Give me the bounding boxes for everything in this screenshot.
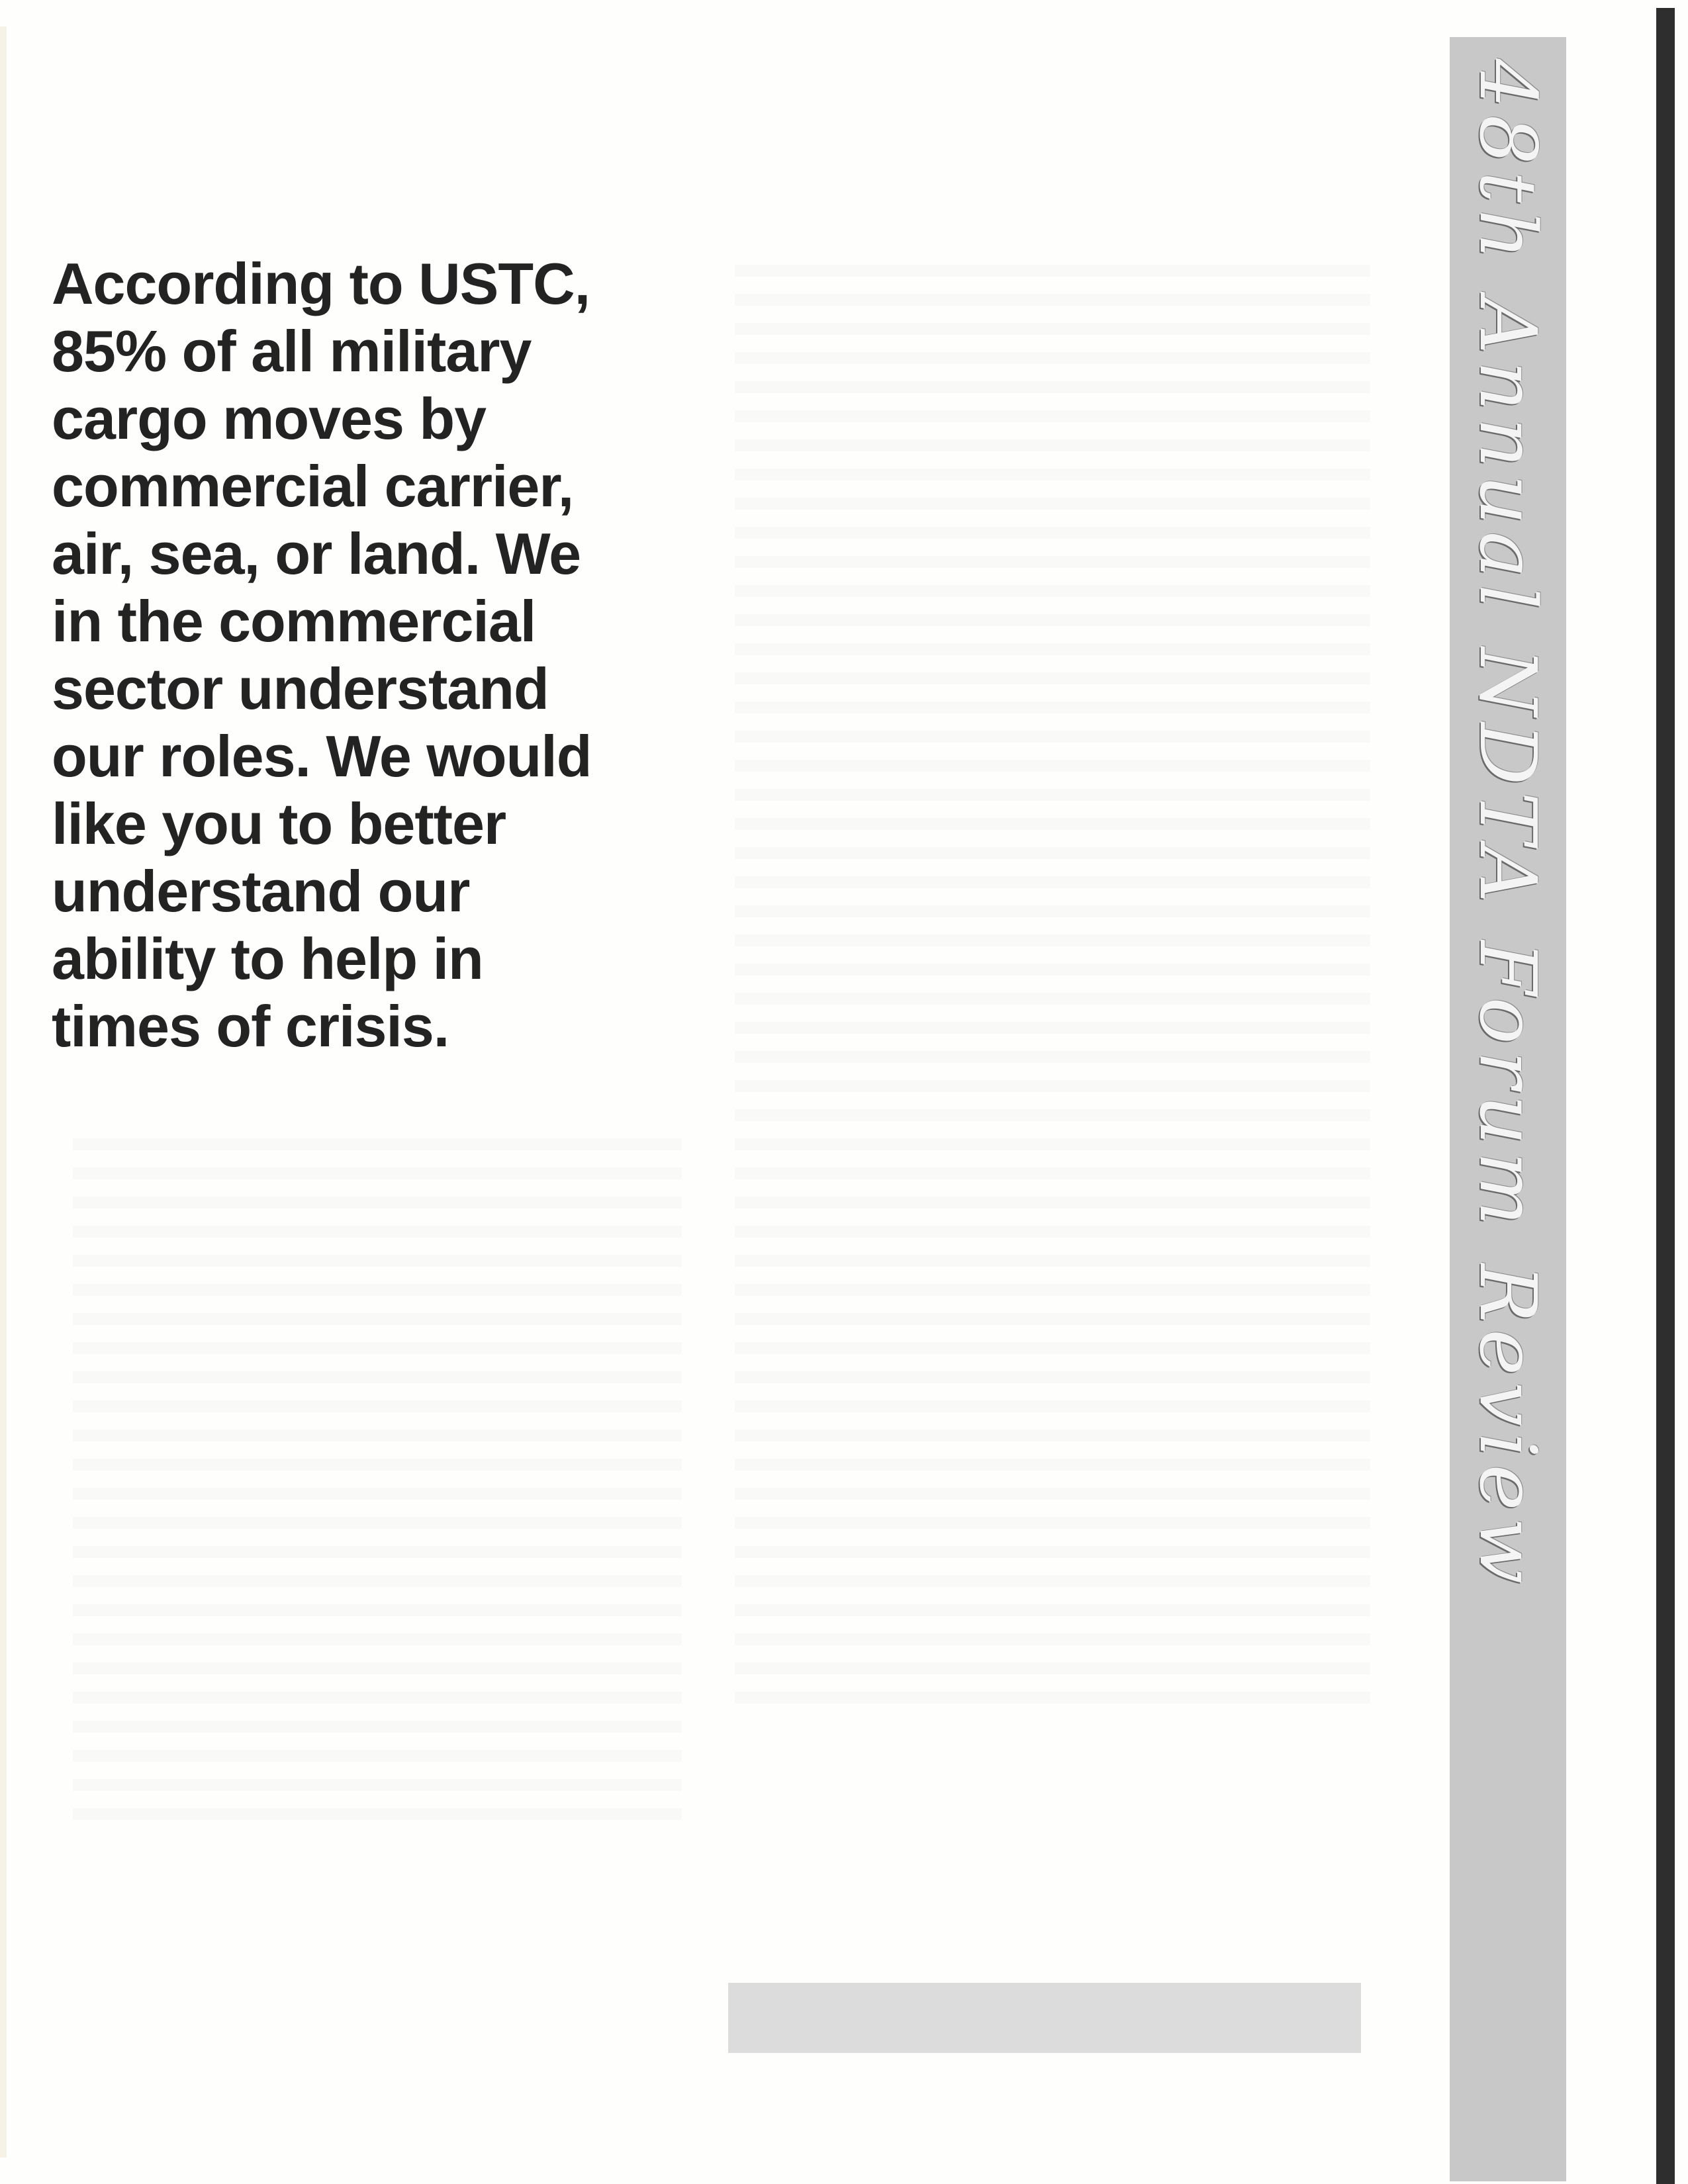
pull-quote: According to USTC, 85% of all military cargo moves by commercial carrier, air, sea, or land. We in the commercial sector understand our roles. We would like you to better understand our ability to help in times of crisis. xyxy=(52,251,592,1059)
faded-text-column-left xyxy=(73,1138,682,1827)
side-banner xyxy=(1450,37,1566,2181)
side-banner-title: 48th Annual NDTA Forum Review xyxy=(1462,58,1554,1591)
footer-bar xyxy=(728,1983,1361,2053)
page-left-edge xyxy=(0,26,7,2158)
page-right-edge xyxy=(1656,8,1675,2184)
faded-text-column-right xyxy=(735,265,1370,1721)
